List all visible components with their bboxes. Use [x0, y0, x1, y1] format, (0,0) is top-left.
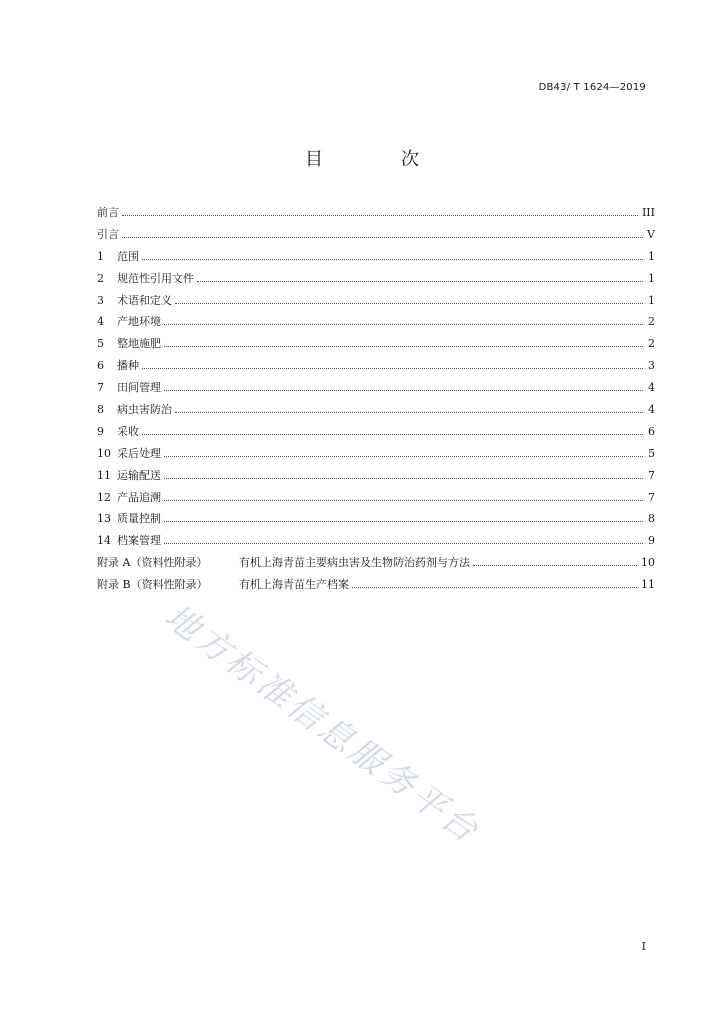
dot-leader: [142, 258, 643, 260]
toc-entry-label: 运输配送: [117, 468, 161, 482]
dot-leader: [164, 345, 643, 347]
toc-entry-label: 产地环境: [117, 315, 161, 329]
appendix-label: 有机上海青苗主要病虫害及生物防治药剂与方法: [239, 556, 470, 570]
toc-entry[interactable]: [97, 313, 655, 335]
toc-entry-page: 2: [648, 337, 655, 351]
toc-entry-page: 2: [648, 315, 655, 329]
toc-entry-number: 3: [97, 293, 104, 307]
toc-entry-label: 引言: [97, 227, 119, 241]
toc-entry-label: 规范性引用文件: [117, 271, 194, 285]
toc-entry-label: 采后处理: [117, 446, 161, 460]
toc-entry[interactable]: [97, 357, 655, 379]
dot-leader: [164, 542, 643, 544]
dot-leader: [164, 499, 643, 501]
dot-leader: [122, 214, 638, 216]
dot-leader: [122, 236, 643, 238]
page-title: 目 次: [305, 149, 449, 170]
toc-entry-label: 播种: [117, 359, 139, 373]
toc-entry[interactable]: [97, 226, 655, 248]
toc-entry-page: 1: [648, 249, 655, 263]
toc-entry-number: 13: [97, 512, 111, 526]
toc-entry[interactable]: [97, 467, 655, 489]
toc-entry-number: 14: [97, 534, 111, 548]
toc-entry[interactable]: [97, 248, 655, 270]
toc-entry-label: 前言: [97, 206, 119, 219]
document-code: DB43/ T 1624—2019: [538, 82, 646, 93]
toc-entry[interactable]: [97, 270, 655, 292]
toc-entry-page: 7: [648, 468, 655, 482]
dot-leader: [164, 389, 643, 391]
page-number: I: [641, 940, 646, 953]
toc-entry-number: 9: [97, 424, 104, 438]
toc-entry-page: V: [647, 227, 655, 241]
toc-entry-page: 5: [648, 446, 655, 460]
toc-entry-page: 6: [648, 424, 655, 438]
toc-entry[interactable]: [97, 532, 655, 554]
appendix-page: 11: [641, 578, 655, 592]
toc-entry-number: 2: [97, 271, 104, 285]
toc-entry[interactable]: [97, 445, 655, 467]
toc-entry-label: 范围: [117, 249, 139, 263]
dot-leader: [164, 323, 643, 325]
dot-leader: [175, 302, 643, 304]
dot-leader: [142, 367, 643, 369]
toc-entry-label: 质量控制: [117, 512, 161, 526]
appendix-prefix: 附录 A（资料性附录）: [97, 556, 208, 570]
toc-entry-number: 10: [97, 446, 111, 460]
toc-entry[interactable]: [97, 510, 655, 532]
dot-leader: [175, 411, 643, 413]
dot-leader: [352, 586, 637, 588]
toc-entry-label: 产品追溯: [117, 490, 161, 504]
table-of-contents: [97, 204, 655, 598]
toc-entry[interactable]: [97, 401, 655, 423]
toc-entry-page: 8: [648, 512, 655, 526]
toc-entry[interactable]: [97, 379, 655, 401]
appendix-page: 10: [641, 556, 655, 570]
appendix-prefix: 附录 B（资料性附录）: [97, 578, 208, 592]
toc-entry[interactable]: [97, 204, 655, 226]
dot-leader: [142, 433, 643, 435]
toc-entry-page: 9: [648, 534, 655, 548]
toc-entry-page: III: [641, 206, 655, 219]
toc-entry[interactable]: [97, 335, 655, 357]
toc-entry-page: 4: [648, 381, 655, 395]
toc-entry-number: 7: [97, 381, 104, 395]
dot-leader: [164, 520, 643, 522]
dot-leader: [164, 455, 643, 457]
dot-leader: [473, 564, 637, 566]
toc-appendix-entry[interactable]: [97, 554, 655, 576]
dot-leader: [197, 280, 643, 282]
toc-entry-number: 1: [97, 249, 104, 263]
toc-entry-number: 8: [97, 403, 104, 417]
toc-entry-number: 5: [97, 337, 104, 351]
toc-entry-page: 7: [648, 490, 655, 504]
appendix-label: 有机上海青苗生产档案: [239, 578, 349, 592]
toc-entry-page: 3: [648, 359, 655, 373]
watermark: 地方标准信息服务平台: [156, 596, 488, 853]
toc-entry-number: 6: [97, 359, 104, 373]
toc-entry-label: 采收: [117, 424, 139, 438]
toc-entry-label: 田间管理: [117, 381, 161, 395]
toc-entry-number: 12: [97, 490, 111, 504]
toc-entry-number: 11: [97, 468, 111, 482]
toc-entry-page: 1: [648, 271, 655, 285]
toc-entry-label: 术语和定义: [117, 293, 172, 307]
toc-entry[interactable]: [97, 489, 655, 511]
toc-entry[interactable]: [97, 423, 655, 445]
toc-entry-page: 1: [648, 293, 655, 307]
toc-entry-page: 4: [648, 403, 655, 417]
toc-entry-number: 4: [97, 315, 104, 329]
dot-leader: [164, 477, 643, 479]
toc-entry[interactable]: [97, 292, 655, 314]
toc-entry-label: 病虫害防治: [117, 403, 172, 417]
toc-entry-label: 档案管理: [117, 534, 161, 548]
toc-entry-label: 整地施肥: [117, 337, 161, 351]
